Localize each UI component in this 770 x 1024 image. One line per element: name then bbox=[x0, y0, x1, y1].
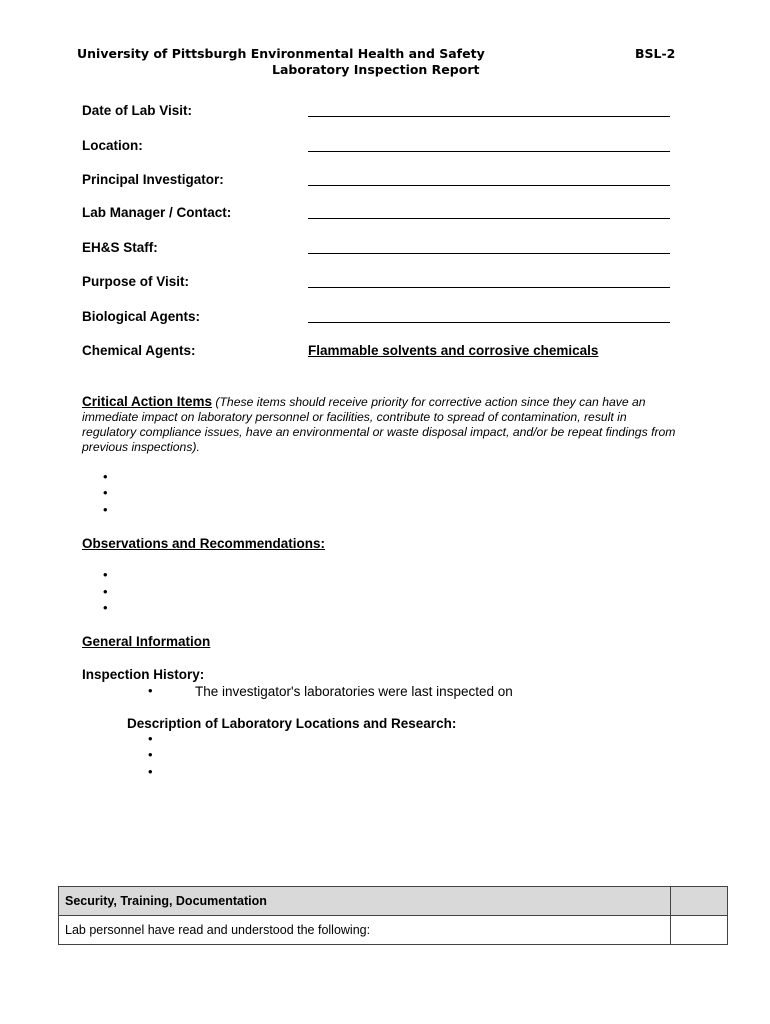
description-bullet-2: • bbox=[148, 747, 153, 762]
table-row-text: Lab personnel have read and understood the following: bbox=[59, 916, 671, 945]
date-of-visit-label: Date of Lab Visit: bbox=[82, 103, 193, 118]
doc-code: BSL-2 bbox=[635, 46, 676, 61]
lab-manager-label: Lab Manager / Contact: bbox=[82, 205, 232, 220]
history-bullet: • bbox=[148, 683, 153, 698]
observations-bullet-1: • bbox=[103, 567, 108, 582]
header-title-line1: University of Pittsburgh Environmental Health and Safety bbox=[77, 46, 485, 61]
inspection-history-item: The investigator's laboratories were last inspected on bbox=[195, 684, 513, 699]
biological-agents-field[interactable] bbox=[308, 322, 670, 323]
description-bullet-3: • bbox=[148, 764, 153, 779]
chemical-agents-value[interactable]: Flammable solvents and corrosive chemicals bbox=[308, 343, 599, 358]
critical-bullet-3: • bbox=[103, 502, 108, 517]
critical-action-note: (These items should receive priority for corrective action since they can have an immediate impact on laboratory personnel or facilities, contribute to spread of contamination, result in regulatory compliance issues, have an environmental or waste disposal impact, and/or be repeat findings from previous inspections). bbox=[82, 395, 676, 454]
chemical-agents-label: Chemical Agents: bbox=[82, 343, 196, 358]
principal-investigator-field[interactable] bbox=[308, 185, 670, 186]
ehs-staff-field[interactable] bbox=[308, 253, 670, 254]
observations-bullet-3: • bbox=[103, 600, 108, 615]
description-bullet-1: • bbox=[148, 731, 153, 746]
table-header-check-cell bbox=[671, 887, 728, 916]
purpose-field[interactable] bbox=[308, 287, 670, 288]
table-section-title: Security, Training, Documentation bbox=[59, 887, 671, 916]
ehs-staff-label: EH&S Staff: bbox=[82, 240, 158, 255]
observations-heading: Observations and Recommendations: bbox=[82, 536, 326, 551]
table-row bbox=[59, 916, 728, 945]
header-title-line2: Laboratory Inspection Report bbox=[272, 62, 480, 77]
lab-description-label: Description of Laboratory Locations and Research: bbox=[127, 716, 457, 731]
critical-action-heading: Critical Action Items bbox=[82, 394, 213, 409]
general-information-heading: General Information bbox=[82, 634, 211, 649]
observations-bullet-2: • bbox=[103, 584, 108, 599]
principal-investigator-label: Principal Investigator: bbox=[82, 172, 224, 187]
location-field[interactable] bbox=[308, 151, 670, 152]
critical-bullet-1: • bbox=[103, 469, 108, 484]
security-training-table bbox=[58, 886, 728, 945]
biological-agents-label: Biological Agents: bbox=[82, 309, 201, 324]
critical-bullet-2: • bbox=[103, 485, 108, 500]
table-header-row bbox=[59, 887, 728, 916]
critical-action-block bbox=[82, 394, 682, 455]
date-of-visit-field[interactable] bbox=[308, 116, 670, 117]
purpose-label: Purpose of Visit: bbox=[82, 274, 190, 289]
inspection-history-label: Inspection History: bbox=[82, 667, 205, 682]
location-label: Location: bbox=[82, 138, 143, 153]
table-row-check-cell[interactable] bbox=[671, 916, 728, 945]
lab-manager-field[interactable] bbox=[308, 218, 670, 219]
